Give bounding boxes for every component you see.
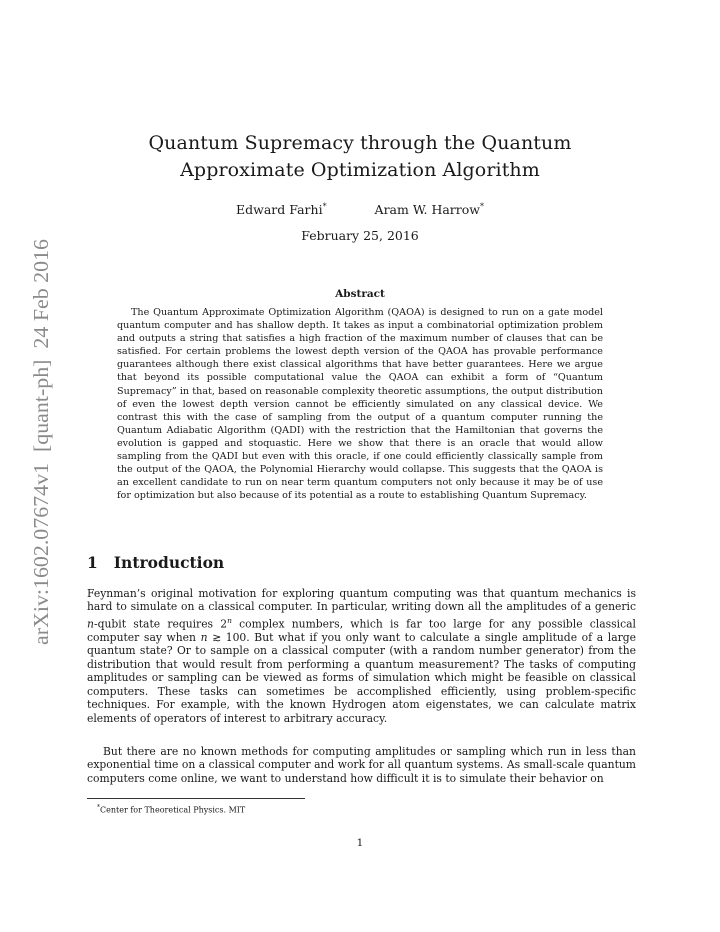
footnote-affiliation — [97, 802, 245, 816]
section-title: Introduction — [113, 553, 225, 572]
intro-text-a: Feynman’s original motivation for exploring quantum computing was that quantum mechanics is hard to simulate on a classical computer. In particular, writing down all the amplitudes of a generic — [87, 587, 636, 614]
author-affiliation-mark: * — [322, 202, 327, 211]
author-name: Aram W. Harrow — [374, 202, 480, 218]
author-name: Edward Farhi — [236, 202, 323, 218]
arxiv-stamp-text: arXiv:1602.07674v1 [quant-ph] 24 Feb 2016 — [29, 246, 53, 645]
footnote-mark: * — [97, 804, 100, 811]
intro-text-b: -qubit state requires 2 — [93, 617, 228, 631]
intro-text-c: complex numbers, which is far too large for any possible classical computer say when — [87, 617, 636, 644]
abstract-heading: Abstract — [335, 288, 385, 300]
footnote-text: Center for Theoretical Physics. MIT — [100, 805, 246, 815]
author-list — [90, 198, 630, 219]
math-variable-n: n — [87, 617, 94, 631]
section-heading-introduction — [87, 553, 224, 573]
paper-date: February 25, 2016 — [301, 228, 419, 243]
intro-paragraph-2: But there are no known methods for computing amplitudes or sampling which run in less than exponential time on a classical computer and work for all quantum systems. As small-scale quantum computers come online, we want to understand how difficult it is to simulate their behavior on — [87, 745, 636, 785]
author-farhi — [236, 198, 327, 219]
section-number: 1 — [87, 553, 98, 572]
abstract-text: The Quantum Approximate Optimization Algorithm (QAOA) is designed to run on a gate model quantum computer and has shallow depth. It takes as input a combinatorial optimization problem and outputs a string that satisfies a high fraction of the maximum number of clauses that can be satisfied. For certain problems the lowest depth version of the QAOA has provable performance guarantees although there exist classical algorithms that have better guarantees. Here we argue that beyond its possible computational value the QAOA can exhibit a form of “Quantum Supremacy” in that, based on reasonable complexity theoretic assumptions, the output distribution of even the lowest depth version cannot be efficiently simulated on any classical device. We contrast this with the case of sampling from the output of a quantum computer running the Quantum Adiabatic Algorithm (QADI) with the restriction that the Hamiltonian that governs the evolution is gapped and stoquastic. Here we show that there is an oracle that would allow sampling from the QADI but even with this oracle, if one could efficiently classically sample from the output of the QAOA, the Polynomial Hierarchy would collapse. This suggests that the QAOA is an excellent candidate to run on near term quantum computers not only because it may be of use for optimization but also because of its potential as a route to establishing Quantum Supremacy. — [117, 307, 603, 502]
page-number: 1 — [356, 837, 364, 849]
math-exponent-n: n — [227, 615, 232, 625]
intro-paragraph-1 — [87, 587, 636, 725]
author-affiliation-mark: * — [479, 202, 484, 211]
intro-text-d: ≳ 100. But what if you only want to calculate a single amplitude of a large quantum state? Or to sample on a classical computer (with a random number generator) from the distribution that would result from performing a quantum measurement? The tasks of computing amplitudes or sampling can be viewed as forms of simulation which might be feasible on classical computers. These tasks can sometimes be accomplished efficiently, using problem-specific techniques. For example, with the known Hydrogen atom eigenstates, we can calculate matrix elements of operators of interest to arbitrary accuracy. — [87, 630, 636, 725]
footnote-rule — [87, 798, 305, 799]
paper-title: Quantum Supremacy through the Quantum Approximate Optimization Algorithm — [148, 132, 572, 181]
author-harrow — [375, 198, 484, 219]
math-variable-n: n — [200, 630, 208, 644]
arxiv-identifier-stamp — [10, 237, 60, 647]
